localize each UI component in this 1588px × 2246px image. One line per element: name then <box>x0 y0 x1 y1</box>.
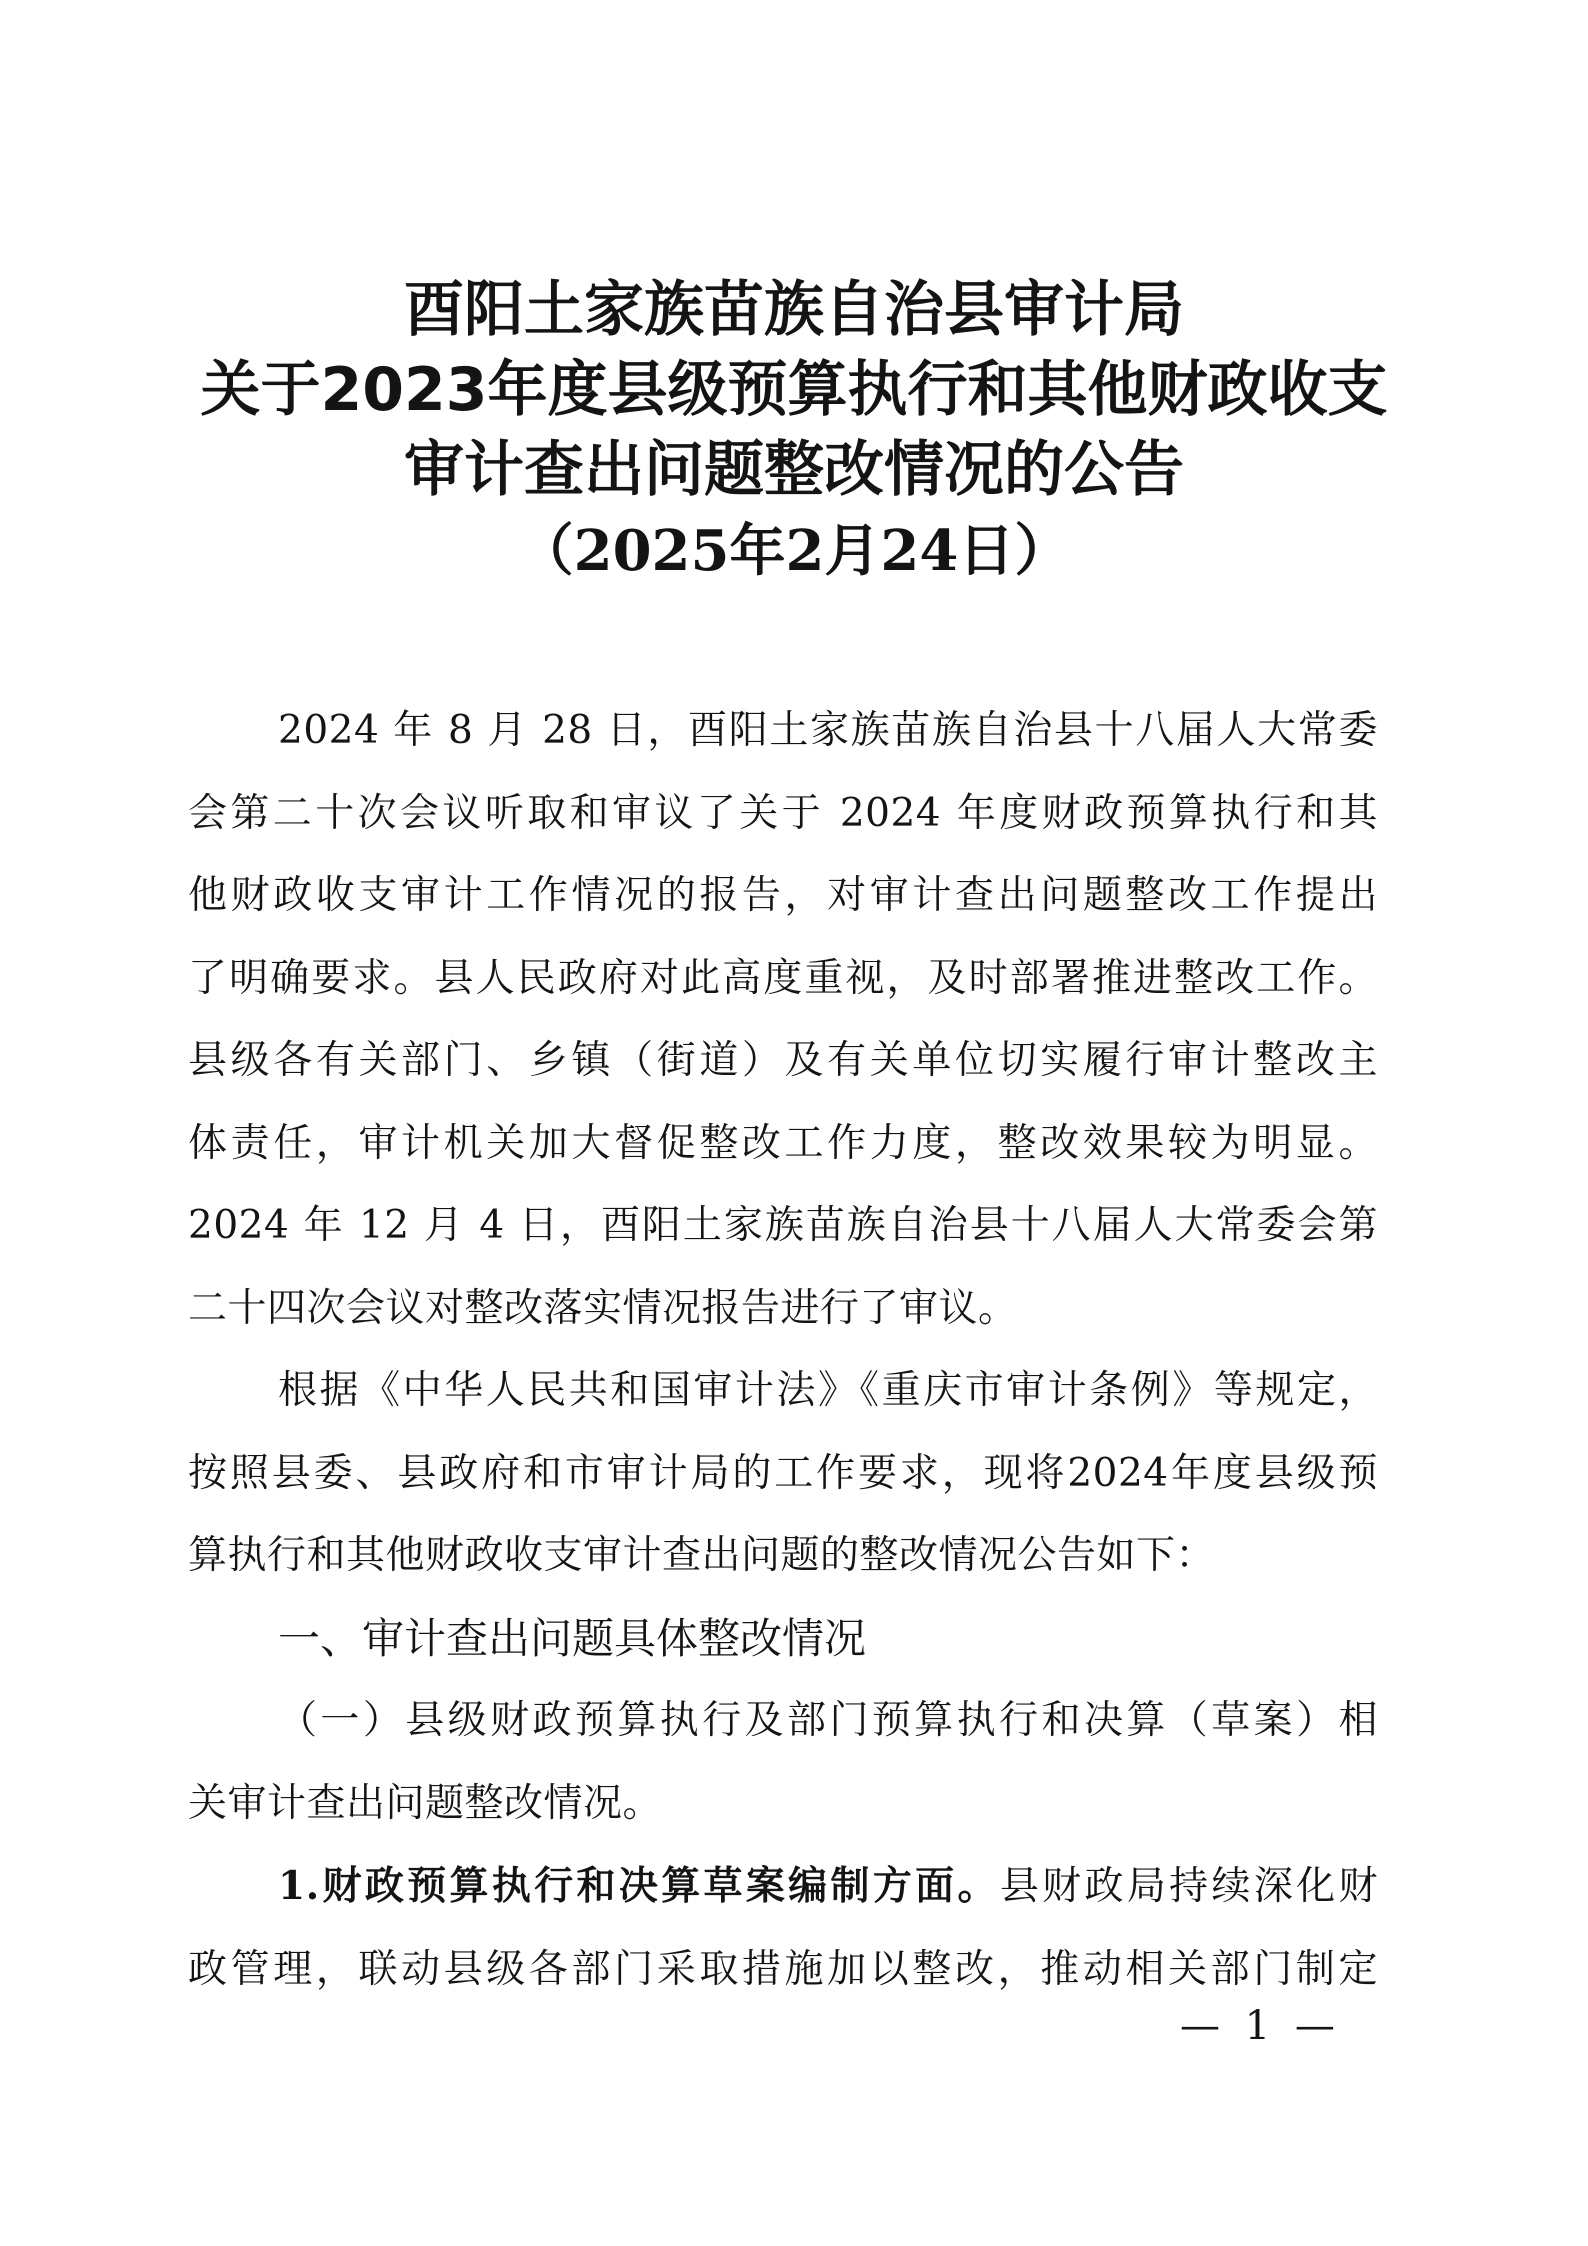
page-number: — 1 — <box>1180 2003 1341 2049</box>
item-1-lead: 1.财政预算执行和决算草案编制方面。 <box>278 1863 1000 1909</box>
announcement-title <box>0 270 1588 592</box>
paragraph-line: 按照县委、县政府和市审计局的工作要求，现将2024年度县级预 <box>188 1450 1378 1496</box>
subsection-heading <box>188 1680 1378 1845</box>
paragraph-line <box>188 1845 1378 1929</box>
paragraph-line: 了明确要求。县人民政府对此高度重视，及时部署推进整改工作。 <box>188 955 1378 1001</box>
paragraph-line: 关审计查出问题整改情况。 <box>188 1780 663 1826</box>
paragraph-line: 体责任，审计机关加大督促整改工作力度，整改效果较为明显。 <box>188 1120 1378 1166</box>
document-body <box>188 690 1378 2011</box>
title-line-1: 酉阳土家族苗族自治县审计局 <box>404 275 1184 345</box>
paragraph-line: 2024 年 12 月 4 日，酉阳土家族苗族自治县十八届人大常委会第 <box>188 1203 1378 1248</box>
paragraph-line: 政管理，联动县级各部门采取措施加以整改，推动相关部门制定 <box>188 1946 1378 1992</box>
item-1-text: 县财政局持续深化财 <box>999 1864 1378 1909</box>
title-line-3: 审计查出问题整改情况的公告 <box>404 435 1184 505</box>
section-heading: 一、审计查出问题具体整改情况 <box>278 1613 867 1663</box>
item-1-paragraph <box>188 1845 1378 2011</box>
paragraph-line: 二十四次会议对整改落实情况报告进行了审议。 <box>188 1285 1018 1331</box>
paragraph-line: 县级各有关部门、乡镇（街道）及有关单位切实履行审计整改主 <box>188 1038 1378 1083</box>
paragraph-line: 算执行和其他财政收支审计查出问题的整改情况公告如下： <box>188 1533 1216 1578</box>
paragraph-line: 2024 年 8 月 28 日，酉阳土家族苗族自治县十八届人大常委 <box>278 708 1378 753</box>
title-date: （2025年2月24日） <box>517 518 1071 584</box>
paragraph-line: （一）县级财政预算执行及部门预算执行和决算（草案）相 <box>278 1698 1378 1743</box>
paragraph-basis <box>188 1350 1378 1598</box>
paragraph-line: 会第二十次会议听取和审议了关于 2024 年度财政预算执行和其 <box>188 790 1378 836</box>
paragraph-intro <box>188 690 1378 1350</box>
title-line-2: 关于2023年度县级预算执行和其他财政收支 <box>200 355 1388 425</box>
paragraph-line: 根据《中华人民共和国审计法》《重庆市审计条例》等规定， <box>278 1368 1378 1413</box>
paragraph-line: 他财政收支审计工作情况的报告，对审计查出问题整改工作提出 <box>188 873 1378 918</box>
